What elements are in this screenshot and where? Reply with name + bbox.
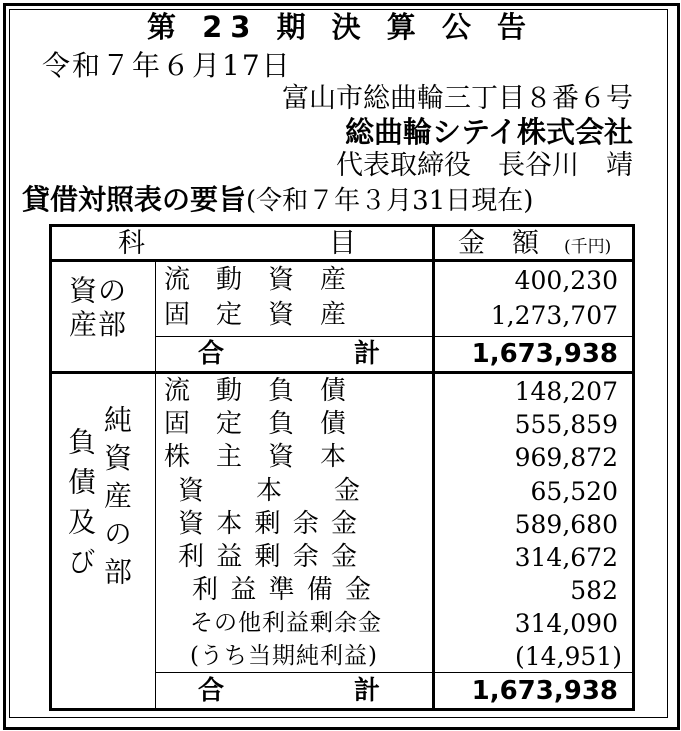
notice-date: 令和７年６月17日 [42, 49, 292, 82]
asset-row-value: 400,230 [514, 266, 618, 295]
liability-row-value: 148,207 [514, 377, 618, 406]
liability-row-value: 969,872 [514, 443, 618, 472]
liability-row-value: 65,520 [530, 477, 618, 506]
header-divider [52, 259, 632, 262]
liabilities-total-value: 1,673,938 [471, 676, 618, 706]
liability-row-label: 流 動 負 債 [164, 376, 347, 406]
liabilities-section-label-col2: 純資産の部 [100, 405, 133, 595]
liability-row-label: (うち当期純利益) [190, 643, 378, 669]
balance-sheet-table [49, 224, 635, 711]
balance-sheet-period: (令和７年３月31日現在) [246, 186, 534, 216]
representative: 代表取締役 長谷川 靖 [336, 150, 633, 181]
company-address: 富山市総曲輪三丁目８番６号 [282, 83, 633, 114]
liability-row-value: 555,859 [514, 410, 618, 439]
company-name: 総曲輪シテイ株式会社 [345, 115, 633, 149]
liabilities-total-label-1: 合 [198, 676, 225, 706]
asset-row-value: 1,273,707 [490, 301, 618, 330]
liability-row-value: 314,090 [514, 609, 618, 638]
liability-row-label: 資 本 金 [178, 476, 361, 506]
liability-row-label: 固 定 負 債 [164, 409, 347, 439]
header-subject-1: 科 [118, 228, 145, 259]
liability-row-label: その他利益剰余金 [190, 610, 382, 636]
liability-row-value: 589,680 [514, 510, 618, 539]
assets-total-label-1: 合 [198, 339, 225, 369]
asset-row-label: 固 定 資 産 [164, 300, 347, 330]
liability-row-value: 314,672 [514, 543, 618, 572]
asset-row-label: 流 動 資 産 [164, 265, 347, 295]
divider-amount [432, 227, 435, 708]
balance-sheet-title [22, 183, 534, 216]
liability-row-label: 株 主 資 本 [164, 442, 347, 472]
header-unit: (千円) [564, 237, 612, 257]
assets-total-label-2: 計 [354, 339, 381, 369]
assets-total-divider [155, 336, 632, 337]
liability-row-label: 利 益 剰 余 金 [178, 542, 360, 572]
divider-section [155, 260, 156, 708]
liabilities-section-label-col1: 負債及び [64, 427, 97, 587]
assets-total-value: 1,673,938 [471, 339, 618, 369]
liability-row-label: 利 益 準 備 金 [192, 575, 374, 605]
header-amount: 金 額 [458, 228, 539, 259]
assets-liabilities-divider [52, 371, 632, 374]
header-subject-2: 目 [329, 228, 356, 259]
liabilities-total-divider [155, 672, 632, 673]
liabilities-total-label-2: 計 [354, 676, 381, 706]
notice-title: 第 23 期 決 算 公 告 [147, 10, 534, 44]
liability-row-value: 582 [570, 576, 618, 605]
balance-sheet-heading: 貸借対照表の要旨 [22, 183, 247, 216]
assets-section-label-line2: 産部 [69, 308, 128, 341]
assets-section-label-line1: 資の [69, 274, 128, 307]
liability-row-value: (14,951) [515, 642, 622, 671]
liability-row-label: 資 本 剰 余 金 [178, 509, 360, 539]
